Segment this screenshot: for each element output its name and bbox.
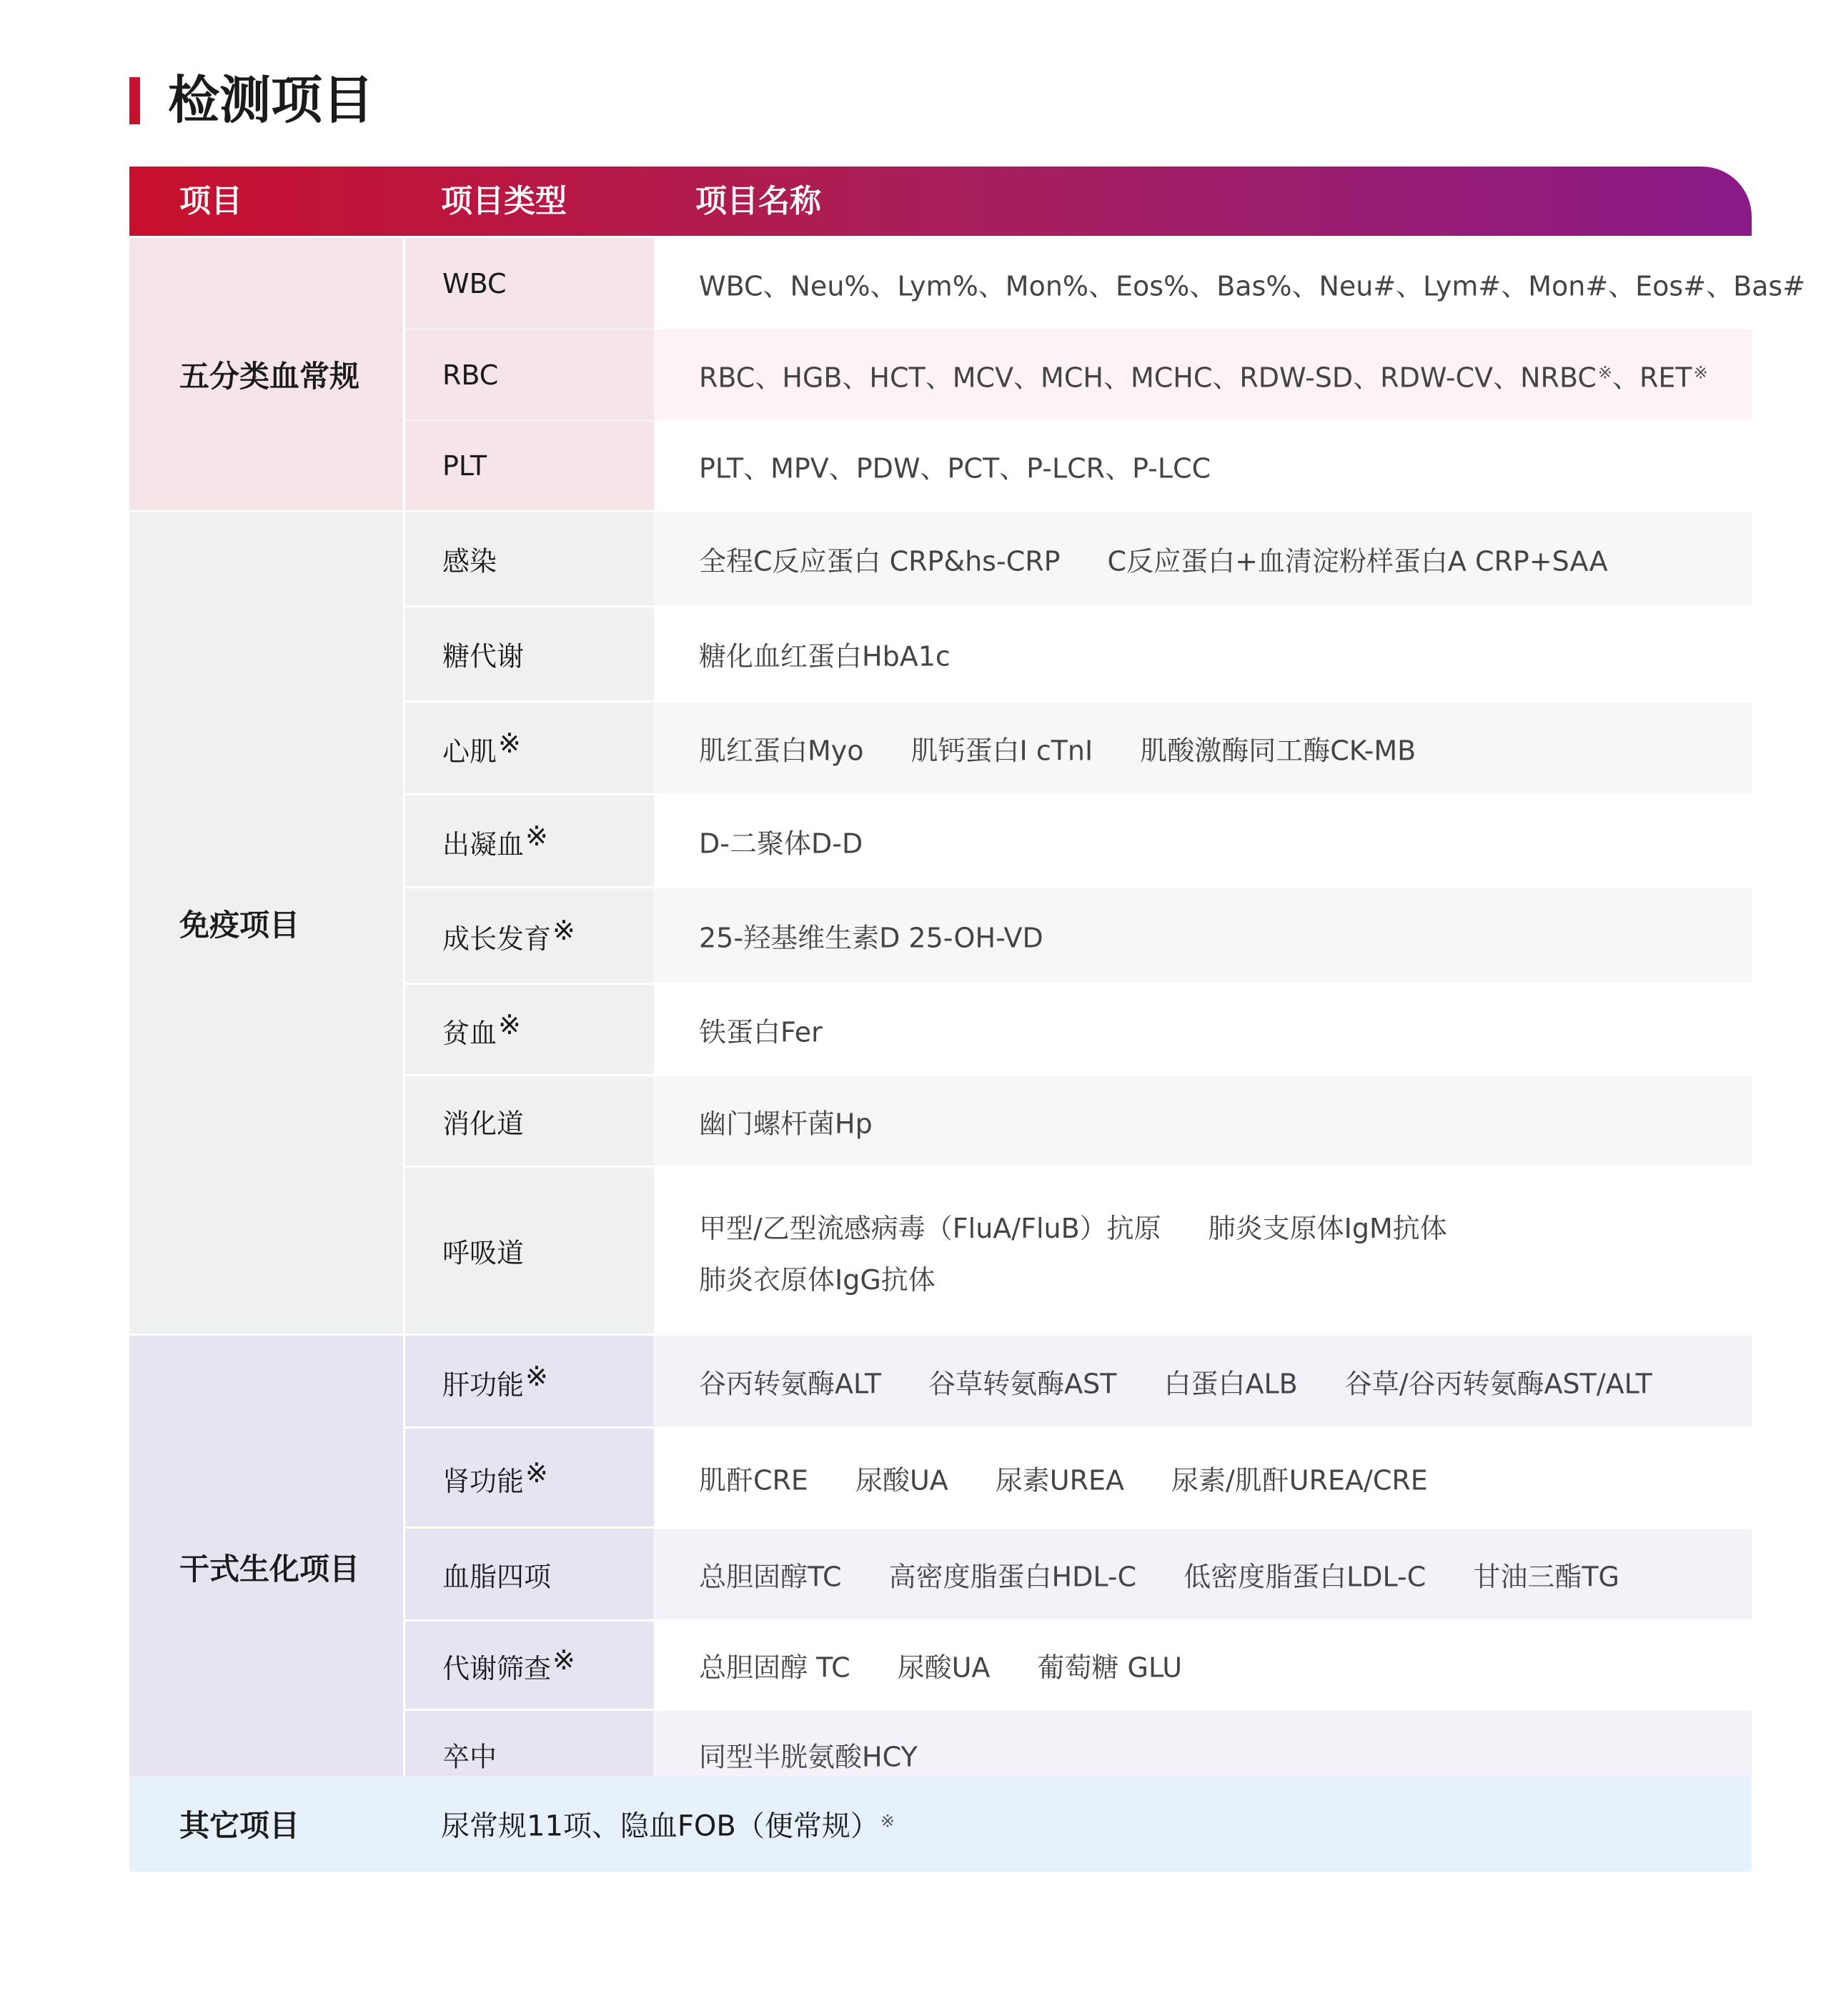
names-cell bbox=[655, 1429, 1752, 1526]
type-label: RBC bbox=[442, 359, 499, 391]
category-cell bbox=[129, 238, 403, 510]
test-item: 幽门螺杆菌Hp bbox=[699, 1108, 873, 1139]
footnote-mark: ※ bbox=[880, 1811, 895, 1832]
names-line bbox=[699, 446, 1258, 485]
table-row bbox=[405, 421, 1752, 510]
names-line bbox=[699, 635, 998, 674]
test-item: D-二聚体D-D bbox=[699, 828, 863, 859]
names-line bbox=[699, 1735, 965, 1774]
names-line bbox=[699, 1206, 1494, 1246]
type-label: 糖代谢 bbox=[442, 640, 525, 672]
type-cell bbox=[405, 238, 654, 329]
type-label: 卒中 bbox=[442, 1741, 497, 1773]
names-line bbox=[699, 1646, 1229, 1685]
type-label: 血脂四项 bbox=[442, 1561, 552, 1592]
test-item: 白蛋白ALB bbox=[1163, 1368, 1298, 1399]
names-line bbox=[699, 1258, 983, 1297]
test-item: WBC、Neu%、Lym%、Mon%、Eos%、Bas%、Neu#、Lym#、Mon#、Eos#、Bas# bbox=[699, 270, 1806, 302]
names-line bbox=[699, 1101, 920, 1141]
table-row bbox=[405, 607, 1752, 700]
category-cell bbox=[129, 1336, 403, 1798]
test-item: 甲型/乙型流感病毒（FluA/FluB）抗原 bbox=[699, 1213, 1161, 1244]
names-line bbox=[699, 821, 910, 860]
test-item: 肌酸激酶同工酶CK-MB bbox=[1140, 735, 1416, 766]
test-item: 葡萄糖 GLU bbox=[1037, 1652, 1183, 1684]
table-row bbox=[405, 1076, 1752, 1166]
test-item: 低密度脂蛋白LDL-C bbox=[1183, 1561, 1426, 1592]
names-cell bbox=[655, 1168, 1752, 1334]
test-item: 全程C反应蛋白 CRP&hs-CRP bbox=[699, 545, 1061, 577]
type-cell bbox=[405, 512, 654, 605]
type-label: 出凝血※ bbox=[442, 820, 548, 860]
type-cell bbox=[405, 702, 654, 793]
type-label: WBC bbox=[442, 267, 507, 299]
table-row bbox=[405, 238, 1806, 329]
category-label: 五分类血常规 bbox=[179, 358, 360, 394]
table-row bbox=[405, 702, 1752, 793]
names-cell bbox=[655, 421, 1752, 510]
type-cell bbox=[405, 607, 654, 700]
table-row bbox=[405, 1429, 1752, 1526]
table-header bbox=[129, 167, 1752, 236]
page-title-text: 检测项目 bbox=[168, 70, 374, 130]
test-item: 总胆固醇 TC bbox=[699, 1652, 850, 1684]
type-label: 心肌※ bbox=[442, 727, 521, 768]
type-label: 肝功能※ bbox=[442, 1360, 548, 1401]
names-cell bbox=[655, 888, 1752, 983]
table-row bbox=[405, 1529, 1752, 1619]
test-item: 肺炎衣原体IgG抗体 bbox=[699, 1264, 936, 1296]
names-line bbox=[699, 1458, 1475, 1497]
test-item: 总胆固醇TC bbox=[699, 1561, 842, 1592]
type-cell bbox=[405, 1076, 654, 1166]
footnote-mark: ※ bbox=[498, 727, 521, 759]
type-cell bbox=[405, 1622, 654, 1709]
footnote-mark: ※ bbox=[525, 820, 548, 852]
type-cell bbox=[405, 1336, 654, 1426]
category-label: 免疫项目 bbox=[179, 907, 300, 943]
footnote-mark: ※ bbox=[525, 1456, 548, 1489]
footnote-mark: ※ bbox=[525, 1360, 548, 1392]
type-label: 贫血※ bbox=[442, 1008, 521, 1049]
table-row bbox=[405, 1622, 1752, 1709]
footnote-mark: ※ bbox=[552, 1644, 575, 1676]
other-items-value bbox=[441, 1804, 895, 1844]
table-row bbox=[405, 795, 1752, 886]
names-cell bbox=[655, 1336, 1752, 1426]
header-col-category: 项目 bbox=[179, 183, 242, 219]
names-cell bbox=[655, 1076, 1752, 1166]
type-label: 成长发育※ bbox=[442, 915, 575, 955]
test-item: 谷草/谷丙转氨酶AST/ALT bbox=[1344, 1368, 1652, 1399]
names-cell bbox=[655, 1622, 1752, 1709]
header-col-type: 项目类型 bbox=[441, 183, 567, 219]
header-col-names: 项目名称 bbox=[695, 183, 821, 219]
names-cell bbox=[655, 512, 1752, 605]
test-item: 铁蛋白Fer bbox=[699, 1016, 823, 1048]
type-cell bbox=[405, 795, 654, 886]
names-line bbox=[699, 1554, 1667, 1594]
names-line bbox=[699, 1361, 1699, 1401]
table-row bbox=[405, 1168, 1752, 1334]
table-row bbox=[405, 512, 1752, 605]
names-line bbox=[699, 264, 1846, 303]
test-item: 25-羟基维生素D 25-OH-VD bbox=[699, 922, 1043, 954]
names-cell bbox=[655, 985, 1752, 1074]
table-row bbox=[405, 985, 1752, 1074]
test-item: 糖化血红蛋白HbA1c bbox=[699, 640, 951, 672]
type-cell bbox=[405, 329, 654, 420]
table-row bbox=[405, 888, 1752, 983]
type-label: 呼吸道 bbox=[442, 1237, 525, 1269]
category-cell bbox=[129, 512, 403, 1334]
test-item: 高密度脂蛋白HDL-C bbox=[888, 1561, 1137, 1592]
test-item: 肌钙蛋白I cTnI bbox=[910, 735, 1093, 766]
type-cell bbox=[405, 1529, 654, 1619]
test-item: 谷草转氨酶AST bbox=[928, 1368, 1117, 1399]
footnote-mark: ※ bbox=[1693, 362, 1708, 382]
footnote-mark: ※ bbox=[1597, 362, 1612, 382]
test-item: 肺炎支原体IgM抗体 bbox=[1208, 1213, 1447, 1244]
names-cell bbox=[655, 238, 1806, 329]
category-label: 干式生化项目 bbox=[179, 1551, 360, 1587]
names-line bbox=[699, 1010, 870, 1049]
names-line bbox=[699, 355, 1755, 394]
test-item: 谷丙转氨酶ALT bbox=[699, 1368, 882, 1399]
names-line bbox=[699, 916, 1091, 955]
test-item: 肌酐CRE bbox=[699, 1464, 808, 1496]
names-cell bbox=[655, 1529, 1752, 1619]
type-cell bbox=[405, 985, 654, 1074]
type-cell bbox=[405, 888, 654, 983]
names-line bbox=[699, 540, 1655, 579]
title-accent-bar bbox=[129, 77, 140, 124]
type-cell bbox=[405, 1429, 654, 1526]
other-items-row bbox=[129, 1776, 1752, 1872]
footnote-mark: ※ bbox=[552, 915, 575, 946]
type-cell bbox=[405, 421, 654, 510]
test-item: 甘油三酯TG bbox=[1473, 1561, 1619, 1592]
type-label: PLT bbox=[442, 450, 487, 482]
names-cell bbox=[655, 329, 1752, 420]
other-items-label: 其它项目 bbox=[179, 1808, 300, 1843]
type-label: 代谢筛查※ bbox=[442, 1644, 575, 1684]
test-item: 尿酸UA bbox=[855, 1464, 948, 1496]
table-row bbox=[405, 1336, 1752, 1426]
type-label: 肾功能※ bbox=[442, 1456, 548, 1497]
other-items-text: 尿常规11项、隐血FOB（便常规） bbox=[441, 1809, 879, 1843]
names-cell bbox=[655, 607, 1752, 700]
test-item: 尿素/肌酐UREA/CRE bbox=[1171, 1464, 1428, 1496]
test-item: 尿素UREA bbox=[995, 1464, 1124, 1496]
test-item: C反应蛋白+血清淀粉样蛋白A CRP+SAA bbox=[1107, 545, 1608, 577]
type-label: 感染 bbox=[442, 545, 497, 577]
footnote-mark: ※ bbox=[498, 1008, 521, 1041]
type-label: 消化道 bbox=[442, 1108, 525, 1139]
test-item: 尿酸UA bbox=[897, 1652, 991, 1684]
type-cell bbox=[405, 1168, 654, 1334]
table-row bbox=[405, 329, 1752, 420]
test-item: 肌红蛋白Myo bbox=[699, 735, 864, 766]
names-cell bbox=[655, 702, 1752, 793]
test-item: 同型半胱氨酸HCY bbox=[699, 1741, 918, 1773]
test-item: RBC、HGB、HCT、MCV、MCH、MCHC、RDW-SD、RDW-CV、NRBC※、RET※ bbox=[699, 362, 1708, 393]
test-item: PLT、MPV、PDW、PCT、P-LCR、P-LCC bbox=[699, 452, 1211, 484]
names-cell bbox=[655, 795, 1752, 886]
names-line bbox=[699, 728, 1463, 768]
